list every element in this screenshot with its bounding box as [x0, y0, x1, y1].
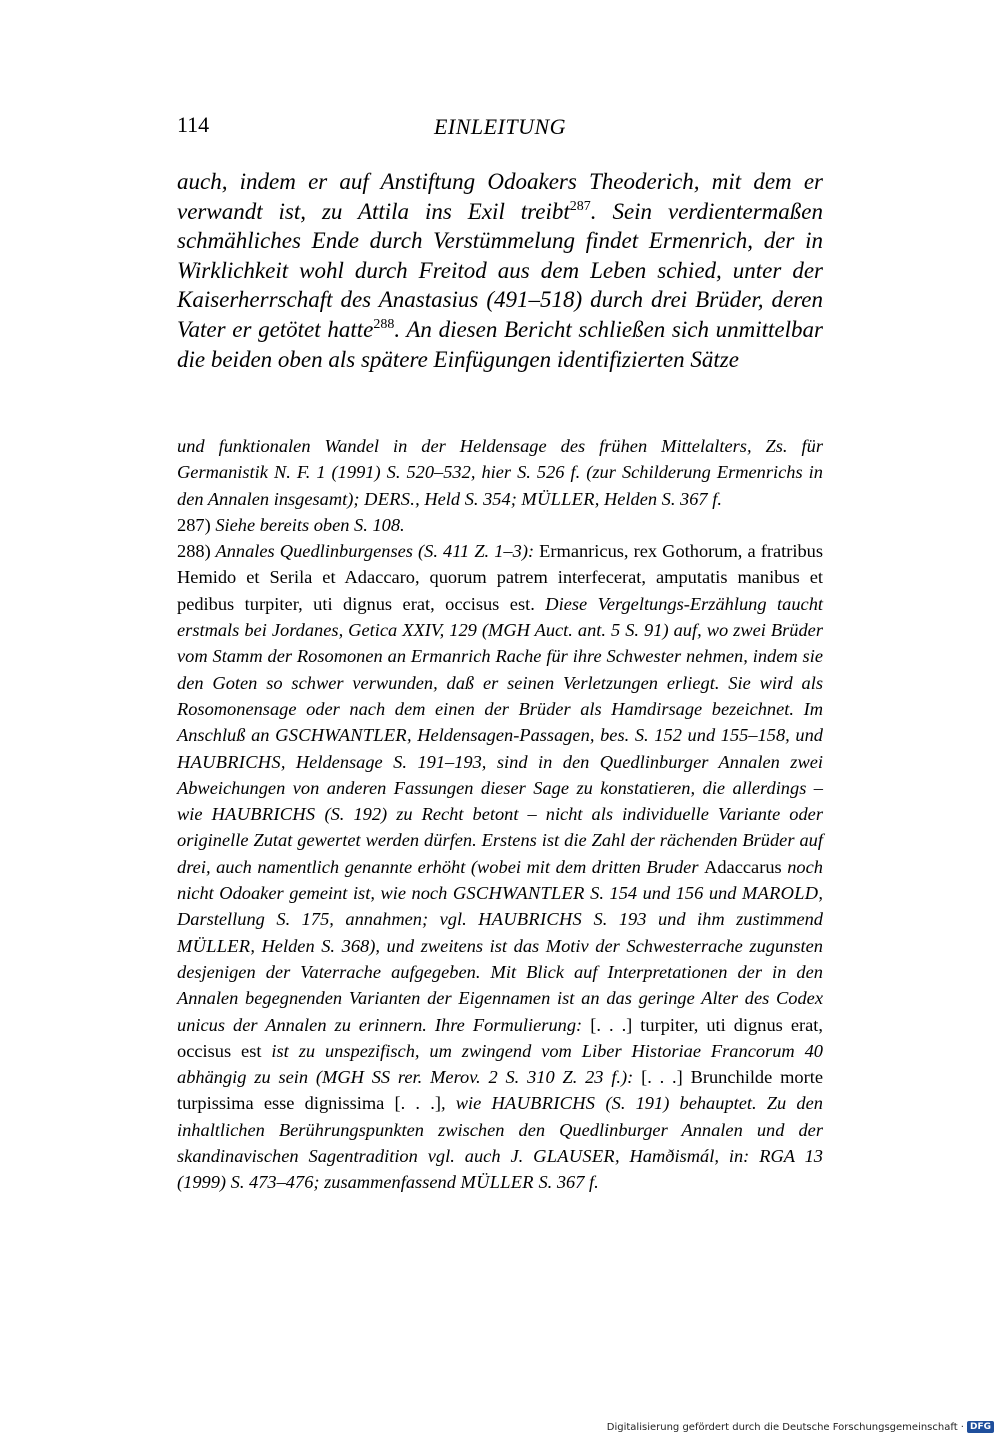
author-name: GSCHWANTLER	[275, 725, 407, 746]
fn-text: , Hamðismál, in: RGA 13 (1999) S. 473–476; zusammenfassend	[177, 1146, 823, 1193]
main-text-part: . Sein verdientermaßen schmähliches Ende durch Verstümmelung findet Ermenrich, der in Wirklichkeit wohl durch Freitod aus dem Leben schied, unter der Kaiserherrschaft des Anastasius (491–518) durch drei Brüder, deren Vater er getötet hatte	[177, 198, 823, 342]
author-name: MAROLD	[742, 883, 819, 904]
fn-text: S. 367 f.	[533, 1172, 599, 1193]
footnote-number: 288)	[177, 541, 211, 562]
page-number: 114	[177, 112, 210, 137]
fn-text: , Heldensage S. 191–193, sind in den Quedlinburger Annalen zwei Abweichungen von anderen Fassungen dieser Sage zu konstatieren, die allerdings – wie	[177, 751, 823, 825]
main-text-part: auch, indem er auf Anstiftung Odoakers Theoderich, mit dem er verwandt ist, zu Attila ins Exil treibt	[177, 169, 823, 224]
latin-quote: [. . .] turpiter, uti dignus erat, occisus est	[177, 1014, 823, 1061]
author-name: MÜLLER	[521, 488, 595, 509]
fn-text: , Heldensagen-Passagen, bes. S. 152 und 155–158, und	[406, 725, 824, 746]
fn-text: ist zu unspezifisch, um zwingend vom Liber Historiae Francorum 40 abhängig zu sein (MGH SS rer. Merov. 2 S. 310 Z. 23 f.):	[177, 1040, 824, 1088]
author-name: HAUBRICHS	[177, 751, 281, 772]
main-paragraph	[177, 167, 823, 374]
footnotes	[177, 433, 823, 1196]
fn-text: (S. 191) behauptet. Zu den inhaltlichen Berührungspunkten zwischen den Quedlinburger Annalen und der skandinavischen Sagentradition vgl. auch J.	[177, 1093, 823, 1167]
footer-credit	[607, 1421, 994, 1433]
author-name: HAUBRICHS	[478, 909, 583, 930]
author-name: MÜLLER	[177, 935, 251, 956]
fn-text: , Held S. 354;	[415, 488, 522, 509]
author-name: DERS.	[364, 488, 416, 509]
author-name: MÜLLER	[460, 1172, 534, 1193]
footnote-288	[177, 538, 823, 1195]
dfg-logo-icon: DFG	[967, 1421, 994, 1433]
author-name: HAUBRICHS	[211, 804, 316, 825]
fn-text: (S. 192) zu Recht betont – nicht als individuelle Variante oder originelle Zutat gewertet werden dürfen. Erstens ist die Zahl der rächenden Brüder auf drei, auch namentlich genannte erhöht (wobei mit dem dritten Bruder	[177, 804, 823, 877]
fn-text: , Darstellung S. 175, annahmen; vgl.	[177, 883, 823, 930]
footnote-ref-288: 288	[373, 316, 395, 332]
latin-quote: [. . .] Brunchilde morte turpissima esse dignissima [. . .]	[177, 1067, 824, 1114]
footnote-number: 287)	[177, 514, 211, 535]
fn-text: Diese Vergeltungs-Erzählung taucht erstmals bei Jordanes, Getica XXIV, 129 (MGH Auct. ant. 5 S. 91) auf, wo zwei Brüder vom Stamm der Rosomonen an Ermanrich Rache für ihre Schwester nehmen, indem sie den Goten so schwer verwunden, daß er seinen Verletzungen erliegt. Sie wird als Rosomonensage oder nach dem einen der Brüder als Hamdirsage bezeichnet. Im Anschluß an	[177, 593, 823, 746]
footer-credit-text: Digitalisierung gefördert durch die Deutsche Forschungsgemeinschaft ·	[606, 1421, 964, 1433]
author-name: HAUBRICHS	[491, 1093, 596, 1114]
latin-quote: Ermanricus, rex Gothorum, a fratribus Hemido et Serila et Adaccaro, quorum patrem interfecerat, amputatis manibus et pedibus turpiter, uti dignus erat, occisus est.	[177, 541, 823, 614]
fn-text: und funktionalen Wandel in der Heldensage des frühen Mittelalters, Zs. für Germanistik N. F. 1 (1991) S. 520–532, hier S. 526 f. (zur Schilderung Ermenrichs in den Annalen insgesamt);	[177, 436, 823, 509]
latin-quote: Adaccarus	[704, 856, 782, 877]
fn-text: S. 193 und ihm zustimmend	[582, 909, 823, 930]
author-name: GLAUSER	[533, 1146, 615, 1167]
fn-text: , Helden S. 367 f.	[594, 488, 722, 509]
running-head: EINLEITUNG	[433, 114, 567, 139]
fn-text: , wie	[440, 1093, 492, 1114]
fn-text: Annales Quedlinburgenses (S. 411 Z. 1–3):	[210, 541, 540, 562]
fn-text: S. 154 und 156 und	[584, 883, 742, 904]
author-name: GSCHWANTLER	[452, 883, 585, 904]
footnote-continuation	[177, 433, 823, 512]
main-text-part: . An diesen Bericht schließen sich unmittelbar die beiden oben als spätere Einfügungen identifizierten Sätze	[177, 316, 823, 372]
fn-text: Siehe bereits oben S. 108.	[210, 514, 405, 535]
fn-text: , Helden S. 368), und zweitens ist das Motiv der Schwesterrache zugunsten desjenigen der Vaterrache aufgegeben. Mit Blick auf Interpretationen der in den Annalen begegnenden Varianten der Eigennamen ist an das geringe Alter des Codex unicus der Annalen zu erinnern. Ihre Formulierung:	[177, 935, 823, 1035]
footnote-287	[177, 512, 823, 538]
footnote-ref-287: 287	[569, 198, 591, 214]
fn-text: noch nicht Odoaker gemeint ist, wie noch	[177, 856, 823, 904]
